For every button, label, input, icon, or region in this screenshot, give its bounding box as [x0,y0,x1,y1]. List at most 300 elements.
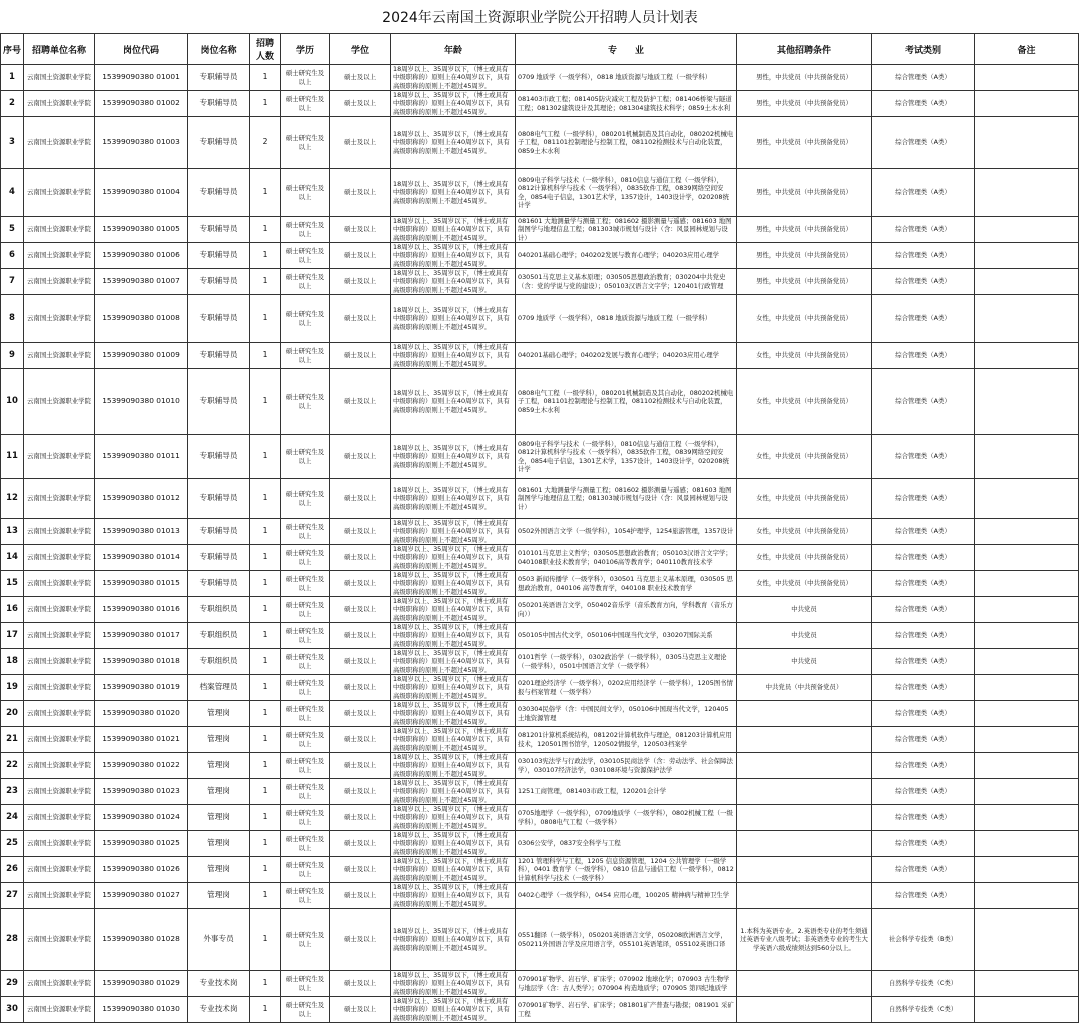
exam-cell: 综合管理类（A类） [872,831,975,857]
other-cell: 男性，中共党员（中共预备党员） [737,217,872,243]
major-cell: 030304民俗学（含：中国民间文学），050106中国现当代文学，120405土地资源管理 [516,701,737,727]
unit-cell: 云南国土资源职业学院 [24,857,95,883]
education-cell: 硕士研究生及以上 [281,597,330,623]
table-row [1,169,1079,217]
note-cell [975,883,1079,909]
age-cell: 18周岁以上、35周岁以下，（博士或具有中级职称的）原则上在40周岁以下，具有高级职称的原则上不超过45周岁。 [391,701,516,727]
education-cell: 硕士研究生及以上 [281,779,330,805]
note-cell [975,779,1079,805]
age-cell: 18周岁以上、35周岁以下，（博士或具有中级职称的）原则上在40周岁以下，具有高级职称的原则上不超过45周岁。 [391,243,516,269]
other-cell [737,831,872,857]
header-age: 年龄 [391,34,516,65]
age-cell: 18周岁以上、35周岁以下，（博士或具有中级职称的）原则上在40周岁以下，具有高级职称的原则上不超过45周岁。 [391,597,516,623]
exam-cell: 综合管理类（A类） [872,649,975,675]
age-cell: 18周岁以上、35周岁以下，（博士或具有中级职称的）原则上在40周岁以下，具有高级职称的原则上不超过45周岁。 [391,649,516,675]
count-cell: 1 [250,971,281,997]
unit-cell: 云南国土资源职业学院 [24,295,95,343]
note-cell [975,971,1079,997]
degree-cell: 硕士及以上 [330,369,391,435]
position-cell: 专职辅导员 [188,65,250,91]
major-cell: 0705地理学（一级学科），0709地质学（一级学科），0802机械工程（一级学科），0808电气工程（一级学科） [516,805,737,831]
major-cell: 081201计算机系统结构，081202计算机软件与理论，081203计算机应用技术，120501图书馆学，120502情报学，120503档案学 [516,727,737,753]
exam-cell: 综合管理类（A类） [872,295,975,343]
major-cell: 0709 地质学（一级学科），0818 地质资源与地质工程（一级学科） [516,65,737,91]
seq-cell: 24 [1,805,24,831]
education-cell: 硕士研究生及以上 [281,571,330,597]
major-cell: 0808电气工程（一级学科），080201机械制造及其自动化，080202机械电子工程，081101控制理论与控制工程，081102检测技术与自动化装置，0859土木水利 [516,369,737,435]
degree-cell: 硕士及以上 [330,217,391,243]
age-cell: 18周岁以上、35周岁以下，（博士或具有中级职称的）原则上在40周岁以下，具有高级职称的原则上不超过45周岁。 [391,169,516,217]
education-cell: 硕士研究生及以上 [281,623,330,649]
position-cell: 专职辅导员 [188,217,250,243]
note-cell [975,597,1079,623]
exam-cell: 综合管理类（A类） [872,675,975,701]
other-cell [737,805,872,831]
table-row [1,519,1079,545]
age-cell: 18周岁以上、35周岁以下，（博士或具有中级职称的）原则上在40周岁以下，具有高级职称的原则上不超过45周岁。 [391,343,516,369]
table-row [1,479,1079,519]
count-cell: 2 [250,117,281,169]
other-cell: 女性，中共党员（中共预备党员） [737,519,872,545]
major-cell: 0709 地质学（一级学科），0818 地质资源与地质工程（一级学科） [516,295,737,343]
seq-cell: 9 [1,343,24,369]
age-cell: 18周岁以上、35周岁以下，（博士或具有中级职称的）原则上在40周岁以下，具有高级职称的原则上不超过45周岁。 [391,545,516,571]
unit-cell: 云南国土资源职业学院 [24,169,95,217]
count-cell: 1 [250,571,281,597]
header-note: 备注 [975,34,1079,65]
table-row [1,831,1079,857]
seq-cell: 18 [1,649,24,675]
note-cell [975,997,1079,1023]
exam-cell: 综合管理类（A类） [872,701,975,727]
position-cell: 专职辅导员 [188,91,250,117]
exam-cell: 综合管理类（A类） [872,243,975,269]
degree-cell: 硕士及以上 [330,805,391,831]
education-cell: 硕士研究生及以上 [281,545,330,571]
position-cell: 管理岗 [188,883,250,909]
exam-cell: 综合管理类（A类） [872,117,975,169]
count-cell: 1 [250,727,281,753]
position-cell: 专业技术岗 [188,997,250,1023]
seq-cell: 5 [1,217,24,243]
other-cell: 中共党员（中共预备党员） [737,675,872,701]
education-cell: 硕士研究生及以上 [281,269,330,295]
age-cell: 18周岁以上、35周岁以下，（博士或具有中级职称的）原则上在40周岁以下，具有高级职称的原则上不超过45周岁。 [391,479,516,519]
table-row [1,343,1079,369]
position-cell: 专职辅导员 [188,295,250,343]
major-cell: 081601 大地测量学与测量工程；081602 摄影测量与遥感；081603 地图制图学与地理信息工程；081303城市规划与设计（含：风景园林规划与设计） [516,217,737,243]
major-cell: 081403市政工程；081405防灾减灾工程及防护工程；081406桥梁与隧道工程；081302建筑设计及其理论；081304建筑技术科学；0859土木水利 [516,91,737,117]
code-cell: 15399090380 01030 [95,997,188,1023]
unit-cell: 云南国土资源职业学院 [24,217,95,243]
seq-cell: 14 [1,545,24,571]
header-position: 岗位名称 [188,34,250,65]
exam-cell: 综合管理类（A类） [872,519,975,545]
note-cell [975,65,1079,91]
code-cell: 15399090380 01004 [95,169,188,217]
education-cell: 硕士研究生及以上 [281,91,330,117]
education-cell: 硕士研究生及以上 [281,343,330,369]
unit-cell: 云南国土资源职业学院 [24,701,95,727]
other-cell: 女性，中共党员（中共预备党员） [737,369,872,435]
position-cell: 专职辅导员 [188,169,250,217]
count-cell: 1 [250,343,281,369]
note-cell [975,857,1079,883]
age-cell: 18周岁以上、35周岁以下，（博士或具有中级职称的）原则上在40周岁以下，具有高级职称的原则上不超过45周岁。 [391,857,516,883]
age-cell: 18周岁以上、35周岁以下，（博士或具有中级职称的）原则上在40周岁以下，具有高级职称的原则上不超过45周岁。 [391,623,516,649]
code-cell: 15399090380 01021 [95,727,188,753]
major-cell: 0503 新闻传播学（一级学科），030501 马克思主义基本原理，030505 思想政治教育，040106 高等教育学，040108 职业技术教育学 [516,571,737,597]
age-cell: 18周岁以上、35周岁以下，（博士或具有中级职称的）原则上在40周岁以下，具有高级职称的原则上不超过45周岁。 [391,997,516,1023]
major-cell: 0551翻译（一级学科），050201英语语言文学，050208欧洲语言文学，050211外国语言学及应用语言学，055101英语笔译，055102英语口译 [516,909,737,971]
header-seq: 序号 [1,34,24,65]
seq-cell: 25 [1,831,24,857]
major-cell: 0809电子科学与技术（一级学科），0810信息与通信工程（一级学科），0812计算机科学与技术（一级学科），0835软件工程，0839网络空间安全，0854电子信息，1301艺术学，1357设计，1403设计学，020208统计学 [516,435,737,479]
count-cell: 1 [250,545,281,571]
seq-cell: 23 [1,779,24,805]
header-row [1,34,1079,65]
unit-cell: 云南国土资源职业学院 [24,65,95,91]
position-cell: 管理岗 [188,779,250,805]
note-cell [975,831,1079,857]
degree-cell: 硕士及以上 [330,295,391,343]
exam-cell: 综合管理类（A类） [872,623,975,649]
other-cell: 男性，中共党员（中共预备党员） [737,65,872,91]
table-row [1,805,1079,831]
position-cell: 专职辅导员 [188,243,250,269]
exam-cell: 综合管理类（A类） [872,435,975,479]
exam-cell: 综合管理类（A类） [872,343,975,369]
header-degree: 学位 [330,34,391,65]
age-cell: 18周岁以上、35周岁以下，（博士或具有中级职称的）原则上在40周岁以下，具有高级职称的原则上不超过45周岁。 [391,91,516,117]
unit-cell: 云南国土资源职业学院 [24,545,95,571]
seq-cell: 12 [1,479,24,519]
header-education: 学历 [281,34,330,65]
major-cell: 010101马克思主义哲学；030505思想政治教育；050103汉语言文字学；040108职业技术教育学；040106高等教育学；040110教育技术学 [516,545,737,571]
table-row [1,117,1079,169]
other-cell: 中共党员 [737,649,872,675]
exam-cell: 综合管理类（A类） [872,779,975,805]
education-cell: 硕士研究生及以上 [281,519,330,545]
major-cell: 030501马克思主义基本原理；030505思想政治教育；030204中共党史（含：党的学说与党的建设）；050103汉语言文字学；120401行政管理 [516,269,737,295]
code-cell: 15399090380 01003 [95,117,188,169]
degree-cell: 硕士及以上 [330,545,391,571]
code-cell: 15399090380 01006 [95,243,188,269]
education-cell: 硕士研究生及以上 [281,479,330,519]
count-cell: 1 [250,883,281,909]
count-cell: 1 [250,997,281,1023]
major-cell: 050201英语语言文学，050402音乐学（音乐教育方向，学科教育（音乐方向）） [516,597,737,623]
other-cell: 男性，中共党员（中共预备党员） [737,243,872,269]
degree-cell: 硕士及以上 [330,831,391,857]
table-row [1,91,1079,117]
seq-cell: 30 [1,997,24,1023]
age-cell: 18周岁以上、35周岁以下，（博士或具有中级职称的）原则上在40周岁以下，具有高级职称的原则上不超过45周岁。 [391,727,516,753]
degree-cell: 硕士及以上 [330,243,391,269]
count-cell: 1 [250,701,281,727]
unit-cell: 云南国土资源职业学院 [24,649,95,675]
table-row [1,997,1079,1023]
exam-cell: 自然科学专技类（C类） [872,997,975,1023]
exam-cell: 综合管理类（A类） [872,727,975,753]
major-cell: 0809电子科学与技术（一级学科），0810信息与通信工程（一级学科），0812计算机科学与技术（一级学科），0835软件工程，0839网络空间安全，0854电子信息，1301艺术学，1357设计，1403设计学，020208统计学 [516,169,737,217]
degree-cell: 硕士及以上 [330,65,391,91]
other-cell [737,857,872,883]
count-cell: 1 [250,369,281,435]
position-cell: 管理岗 [188,857,250,883]
unit-cell: 云南国土资源职业学院 [24,971,95,997]
position-cell: 专职辅导员 [188,479,250,519]
position-cell: 专职辅导员 [188,343,250,369]
code-cell: 15399090380 01014 [95,545,188,571]
unit-cell: 云南国土资源职业学院 [24,343,95,369]
degree-cell: 硕士及以上 [330,169,391,217]
degree-cell: 硕士及以上 [330,857,391,883]
degree-cell: 硕士及以上 [330,269,391,295]
seq-cell: 17 [1,623,24,649]
table-row [1,597,1079,623]
age-cell: 18周岁以上、35周岁以下，（博士或具有中级职称的）原则上在40周岁以下，具有高级职称的原则上不超过45周岁。 [391,269,516,295]
degree-cell: 硕士及以上 [330,343,391,369]
seq-cell: 19 [1,675,24,701]
exam-cell: 综合管理类（A类） [872,571,975,597]
age-cell: 18周岁以上、35周岁以下，（博士或具有中级职称的）原则上在40周岁以下，具有高级职称的原则上不超过45周岁。 [391,117,516,169]
position-cell: 专职辅导员 [188,519,250,545]
major-cell: 1201 管理科学与工程，1205 信息资源管理，1204 公共管理学（一级学科），0401 教育学（一级学科），0810 信息与通信工程（一级学科），0812 计算机科学与技术（一级学科） [516,857,737,883]
header-other: 其他招聘条件 [737,34,872,65]
major-cell: 0101哲学（一级学科），0302政治学（一级学科），0305马克思主义理论（一级学科），0501中国语言文学（一级学科） [516,649,737,675]
unit-cell: 云南国土资源职业学院 [24,91,95,117]
code-cell: 15399090380 01001 [95,65,188,91]
code-cell: 15399090380 01024 [95,805,188,831]
unit-cell: 云南国土资源职业学院 [24,883,95,909]
major-cell: 0201理论经济学（一级学科），0202应用经济学（一级学科），1205图书情报与档案管理（一级学科） [516,675,737,701]
age-cell: 18周岁以上、35周岁以下，（博士或具有中级职称的）原则上在40周岁以下，具有高级职称的原则上不超过45周岁。 [391,909,516,971]
count-cell: 1 [250,597,281,623]
age-cell: 18周岁以上、35周岁以下，（博士或具有中级职称的）原则上在40周岁以下，具有高级职称的原则上不超过45周岁。 [391,369,516,435]
education-cell: 硕士研究生及以上 [281,701,330,727]
other-cell: 女性，中共党员（中共预备党员） [737,343,872,369]
age-cell: 18周岁以上、35周岁以下，（博士或具有中级职称的）原则上在40周岁以下，具有高级职称的原则上不超过45周岁。 [391,217,516,243]
seq-cell: 21 [1,727,24,753]
note-cell [975,91,1079,117]
education-cell: 硕士研究生及以上 [281,883,330,909]
note-cell [975,545,1079,571]
other-cell: 女性，中共党员（中共预备党员） [737,571,872,597]
count-cell: 1 [250,857,281,883]
position-cell: 专职组织员 [188,649,250,675]
other-cell [737,779,872,805]
table-row [1,909,1079,971]
position-cell: 专职辅导员 [188,545,250,571]
seq-cell: 3 [1,117,24,169]
age-cell: 18周岁以上、35周岁以下，（博士或具有中级职称的）原则上在40周岁以下，具有高级职称的原则上不超过45周岁。 [391,65,516,91]
position-cell: 管理岗 [188,727,250,753]
education-cell: 硕士研究生及以上 [281,727,330,753]
note-cell [975,243,1079,269]
degree-cell: 硕士及以上 [330,779,391,805]
degree-cell: 硕士及以上 [330,649,391,675]
count-cell: 1 [250,805,281,831]
table-row [1,243,1079,269]
degree-cell: 硕士及以上 [330,519,391,545]
table-row [1,545,1079,571]
education-cell: 硕士研究生及以上 [281,649,330,675]
other-cell: 男性，中共党员（中共预备党员） [737,169,872,217]
table-row [1,971,1079,997]
page-title: 2024年云南国土资源职业学院公开招聘人员计划表 [382,10,698,26]
degree-cell: 硕士及以上 [330,971,391,997]
exam-cell: 综合管理类（A类） [872,91,975,117]
degree-cell: 硕士及以上 [330,909,391,971]
unit-cell: 云南国土资源职业学院 [24,117,95,169]
code-cell: 15399090380 01018 [95,649,188,675]
position-cell: 专职辅导员 [188,269,250,295]
header-major: 专 业 [516,34,737,65]
exam-cell: 综合管理类（A类） [872,269,975,295]
table-row [1,883,1079,909]
exam-cell: 自然科学专技类（C类） [872,971,975,997]
major-cell: 1251工商管理，081403市政工程，120201会计学 [516,779,737,805]
position-cell: 管理岗 [188,805,250,831]
exam-cell: 综合管理类（A类） [872,169,975,217]
position-cell: 专职辅导员 [188,571,250,597]
header-code: 岗位代码 [95,34,188,65]
seq-cell: 8 [1,295,24,343]
unit-cell: 云南国土资源职业学院 [24,597,95,623]
code-cell: 15399090380 01022 [95,753,188,779]
header-count: 招聘人数 [250,34,281,65]
position-cell: 专职组织员 [188,597,250,623]
seq-cell: 10 [1,369,24,435]
seq-cell: 4 [1,169,24,217]
unit-cell: 云南国土资源职业学院 [24,753,95,779]
age-cell: 18周岁以上、35周岁以下，（博士或具有中级职称的）原则上在40周岁以下，具有高级职称的原则上不超过45周岁。 [391,831,516,857]
unit-cell: 云南国土资源职业学院 [24,479,95,519]
degree-cell: 硕士及以上 [330,753,391,779]
education-cell: 硕士研究生及以上 [281,675,330,701]
count-cell: 1 [250,909,281,971]
unit-cell: 云南国土资源职业学院 [24,519,95,545]
exam-cell: 综合管理类（A类） [872,545,975,571]
seq-cell: 7 [1,269,24,295]
education-cell: 硕士研究生及以上 [281,117,330,169]
note-cell [975,623,1079,649]
note-cell [975,369,1079,435]
major-cell: 0402心理学（一级学科），0454 应用心理，100205 精神病与精神卫生学 [516,883,737,909]
count-cell: 1 [250,269,281,295]
major-cell: 0502外国语言文学（一级学科），1054护理学，1254旅游管理，1357设计 [516,519,737,545]
table-row [1,779,1079,805]
degree-cell: 硕士及以上 [330,597,391,623]
count-cell: 1 [250,623,281,649]
other-cell: 女性，中共党员（中共预备党员） [737,295,872,343]
position-cell: 档案管理员 [188,675,250,701]
note-cell [975,117,1079,169]
code-cell: 15399090380 01025 [95,831,188,857]
unit-cell: 云南国土资源职业学院 [24,243,95,269]
education-cell: 硕士研究生及以上 [281,435,330,479]
position-cell: 管理岗 [188,753,250,779]
position-cell: 专业技术岗 [188,971,250,997]
exam-cell: 综合管理类（A类） [872,479,975,519]
degree-cell: 硕士及以上 [330,883,391,909]
code-cell: 15399090380 01016 [95,597,188,623]
other-cell: 女性，中共党员（中共预备党员） [737,479,872,519]
note-cell [975,217,1079,243]
exam-cell: 综合管理类（A类） [872,369,975,435]
seq-cell: 6 [1,243,24,269]
other-cell [737,971,872,997]
age-cell: 18周岁以上、35周岁以下，（博士或具有中级职称的）原则上在40周岁以下，具有高级职称的原则上不超过45周岁。 [391,805,516,831]
degree-cell: 硕士及以上 [330,435,391,479]
header-unit: 招聘单位名称 [24,34,95,65]
other-cell: 中共党员 [737,597,872,623]
count-cell: 1 [250,91,281,117]
note-cell [975,675,1079,701]
seq-cell: 11 [1,435,24,479]
note-cell [975,727,1079,753]
header-exam: 考试类别 [872,34,975,65]
note-cell [975,343,1079,369]
position-cell: 管理岗 [188,831,250,857]
unit-cell: 云南国土资源职业学院 [24,571,95,597]
code-cell: 15399090380 01029 [95,971,188,997]
table-row [1,623,1079,649]
education-cell: 硕士研究生及以上 [281,831,330,857]
code-cell: 15399090380 01019 [95,675,188,701]
other-cell: 1.本科为英语专业。2.英语类专业的考生须通过英语专业八级考试；非英语类专业的考生大学英语六级成绩须达到560分以上。 [737,909,872,971]
major-cell: 040201基础心理学；040202发展与教育心理学；040203应用心理学 [516,343,737,369]
exam-cell: 社会科学专技类（B类） [872,909,975,971]
code-cell: 15399090380 01011 [95,435,188,479]
exam-cell: 综合管理类（A类） [872,883,975,909]
education-cell: 硕士研究生及以上 [281,997,330,1023]
education-cell: 硕士研究生及以上 [281,971,330,997]
count-cell: 1 [250,435,281,479]
code-cell: 15399090380 01009 [95,343,188,369]
age-cell: 18周岁以上、35周岁以下，（博士或具有中级职称的）原则上在40周岁以下，具有高级职称的原则上不超过45周岁。 [391,753,516,779]
code-cell: 15399090380 01005 [95,217,188,243]
table-row [1,369,1079,435]
education-cell: 硕士研究生及以上 [281,857,330,883]
unit-cell: 云南国土资源职业学院 [24,909,95,971]
seq-cell: 22 [1,753,24,779]
count-cell: 1 [250,479,281,519]
code-cell: 15399090380 01008 [95,295,188,343]
major-cell: 0306公安学，0837安全科学与工程 [516,831,737,857]
unit-cell: 云南国土资源职业学院 [24,831,95,857]
seq-cell: 20 [1,701,24,727]
education-cell: 硕士研究生及以上 [281,217,330,243]
seq-cell: 29 [1,971,24,997]
age-cell: 18周岁以上、35周岁以下，（博士或具有中级职称的）原则上在40周岁以下，具有高级职称的原则上不超过45周岁。 [391,571,516,597]
position-cell: 专职辅导员 [188,369,250,435]
table-row [1,571,1079,597]
education-cell: 硕士研究生及以上 [281,65,330,91]
table-row [1,649,1079,675]
note-cell [975,701,1079,727]
exam-cell: 综合管理类（A类） [872,217,975,243]
position-cell: 外事专员 [188,909,250,971]
unit-cell: 云南国土资源职业学院 [24,805,95,831]
unit-cell: 云南国土资源职业学院 [24,779,95,805]
seq-cell: 2 [1,91,24,117]
age-cell: 18周岁以上、35周岁以下，（博士或具有中级职称的）原则上在40周岁以下，具有高级职称的原则上不超过45周岁。 [391,883,516,909]
note-cell [975,571,1079,597]
code-cell: 15399090380 01023 [95,779,188,805]
unit-cell: 云南国土资源职业学院 [24,623,95,649]
